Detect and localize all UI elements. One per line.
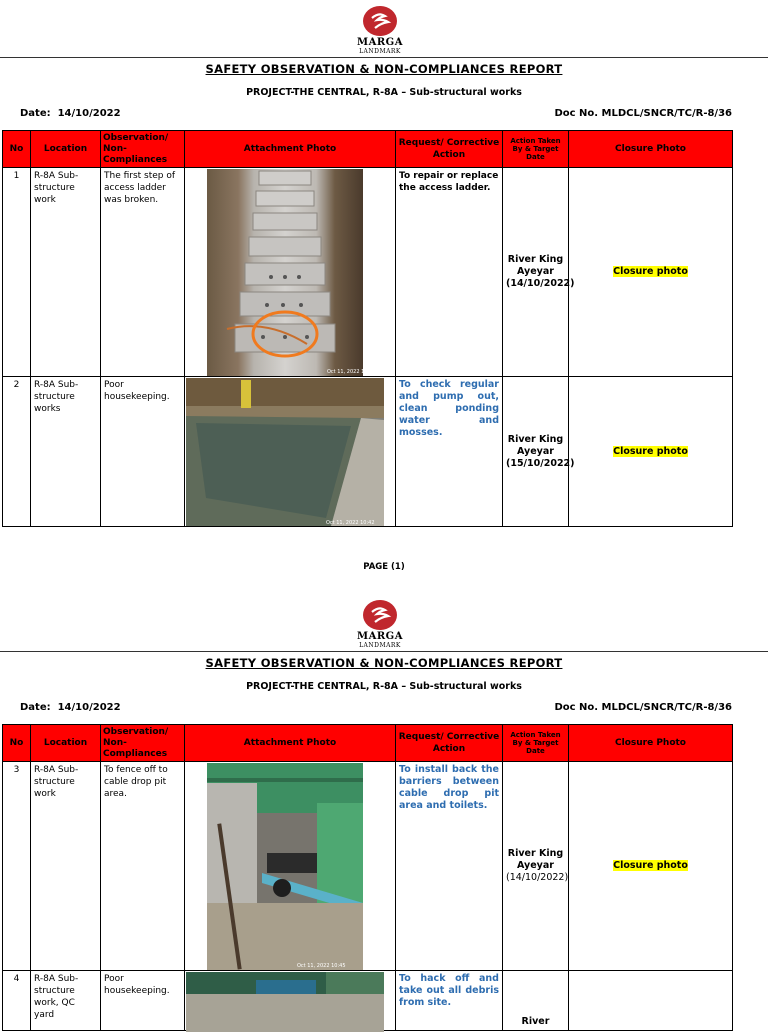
header-divider <box>0 57 768 58</box>
header-action: Action Taken By & Target Date <box>503 725 569 762</box>
report-date: Date: 14/10/2022 <box>20 108 121 119</box>
header-closure: Closure Photo <box>569 725 733 762</box>
row-closure <box>569 971 733 1031</box>
row-observation: Poor housekeeping. <box>101 971 185 1031</box>
marga-logo-icon <box>363 6 397 36</box>
row-closure <box>569 762 733 971</box>
report-date: Date: 14/10/2022 <box>20 702 121 713</box>
cable-pit-photo <box>207 763 363 970</box>
row-action-by: River <box>503 971 569 1031</box>
row-action-by: River King Ayeyar (15/10/2022) <box>503 377 569 527</box>
photo-timestamp: Oct 11, 2022 10:42 <box>326 520 375 526</box>
brand-name: MARGA <box>357 631 403 642</box>
row-photo <box>185 971 396 1031</box>
closure-photo-label: Closure photo <box>613 445 688 457</box>
row-photo <box>185 168 396 377</box>
company-logo <box>348 6 412 55</box>
row-location: R-8A Sub-structure works <box>31 377 101 527</box>
table-header-row <box>3 131 733 168</box>
photo-timestamp: Oct 11, 2022 10:41 am <box>327 369 386 375</box>
table-row <box>3 377 733 527</box>
header-no: No <box>3 131 31 168</box>
row-observation: The first step of access ladder was broken. <box>101 168 185 377</box>
row-request: To hack off and take out all debris from site. <box>396 971 503 1031</box>
table-row <box>3 168 733 377</box>
row-observation: To fence off to cable drop pit area. <box>101 762 185 971</box>
header-request: Request/ Corrective Action <box>396 131 503 168</box>
row-photo <box>185 762 396 971</box>
report-title: SAFETY OBSERVATION & NON-COMPLIANCES REPORT <box>205 656 563 670</box>
doc-number: Doc No. MLDCL/SNCR/TC/R-8/36 <box>554 702 732 713</box>
brand-sub: LANDMARK <box>359 48 401 55</box>
header-request: Request/ Corrective Action <box>396 725 503 762</box>
photo-timestamp: Oct 11, 2022 10:45 <box>297 963 346 969</box>
observation-table-2 <box>2 724 733 1031</box>
header-photo: Attachment Photo <box>185 725 396 762</box>
header-no: No <box>3 725 31 762</box>
row-closure <box>569 168 733 377</box>
closure-photo-label: Closure photo <box>613 266 688 277</box>
company-logo <box>348 600 412 649</box>
row-action-by: River King Ayeyar (14/10/2022) <box>503 762 569 971</box>
doc-number: Doc No. MLDCL/SNCR/TC/R-8/36 <box>554 108 732 119</box>
header-location: Location <box>31 725 101 762</box>
project-name: PROJECT-THE CENTRAL, R-8A – Sub-structural works <box>246 681 522 692</box>
brand-name: MARGA <box>357 37 403 48</box>
report-page-2 <box>0 594 768 1027</box>
row-location: R-8A Sub-structure work <box>31 168 101 377</box>
table-header-row <box>3 725 733 762</box>
report-title: SAFETY OBSERVATION & NON-COMPLIANCES REPORT <box>205 62 563 76</box>
row-request: To repair or replace the access ladder. <box>396 168 503 377</box>
header-closure: Closure Photo <box>569 131 733 168</box>
qc-yard-photo <box>186 972 384 1032</box>
row-request: To check regular and pump out, clean ponding water and mosses. <box>396 377 503 527</box>
row-number: 4 <box>3 971 31 1031</box>
header-location: Location <box>31 131 101 168</box>
table-row <box>3 762 733 971</box>
row-request: To install back the barriers between cable drop pit area and toilets. <box>396 762 503 971</box>
row-photo <box>185 377 396 527</box>
header-divider <box>0 651 768 652</box>
header-photo: Attachment Photo <box>185 131 396 168</box>
header-observation: Observation/ Non-Compliances <box>101 725 185 762</box>
project-name: PROJECT-THE CENTRAL, R-8A – Sub-structural works <box>246 87 522 98</box>
page-number: PAGE (1) <box>363 562 405 572</box>
ponding-water-photo <box>186 378 384 526</box>
row-number: 1 <box>3 168 31 377</box>
row-closure <box>569 377 733 527</box>
row-location: R-8A Sub-structure work <box>31 762 101 971</box>
row-number: 2 <box>3 377 31 527</box>
header-action: Action Taken By & Target Date <box>503 131 569 168</box>
brand-sub: LANDMARK <box>359 642 401 649</box>
header-observation: Observation/ Non-Compliances <box>101 131 185 168</box>
row-number: 3 <box>3 762 31 971</box>
row-location: R-8A Sub-structure work, QC yard <box>31 971 101 1031</box>
observation-table-1 <box>2 130 733 527</box>
marga-logo-icon <box>363 600 397 630</box>
ladder-photo <box>207 169 386 376</box>
row-observation: Poor housekeeping. <box>101 377 185 527</box>
closure-photo-label: Closure photo <box>613 860 688 871</box>
row-action-by: River King Ayeyar (14/10/2022) <box>503 168 569 377</box>
table-row <box>3 971 733 1031</box>
